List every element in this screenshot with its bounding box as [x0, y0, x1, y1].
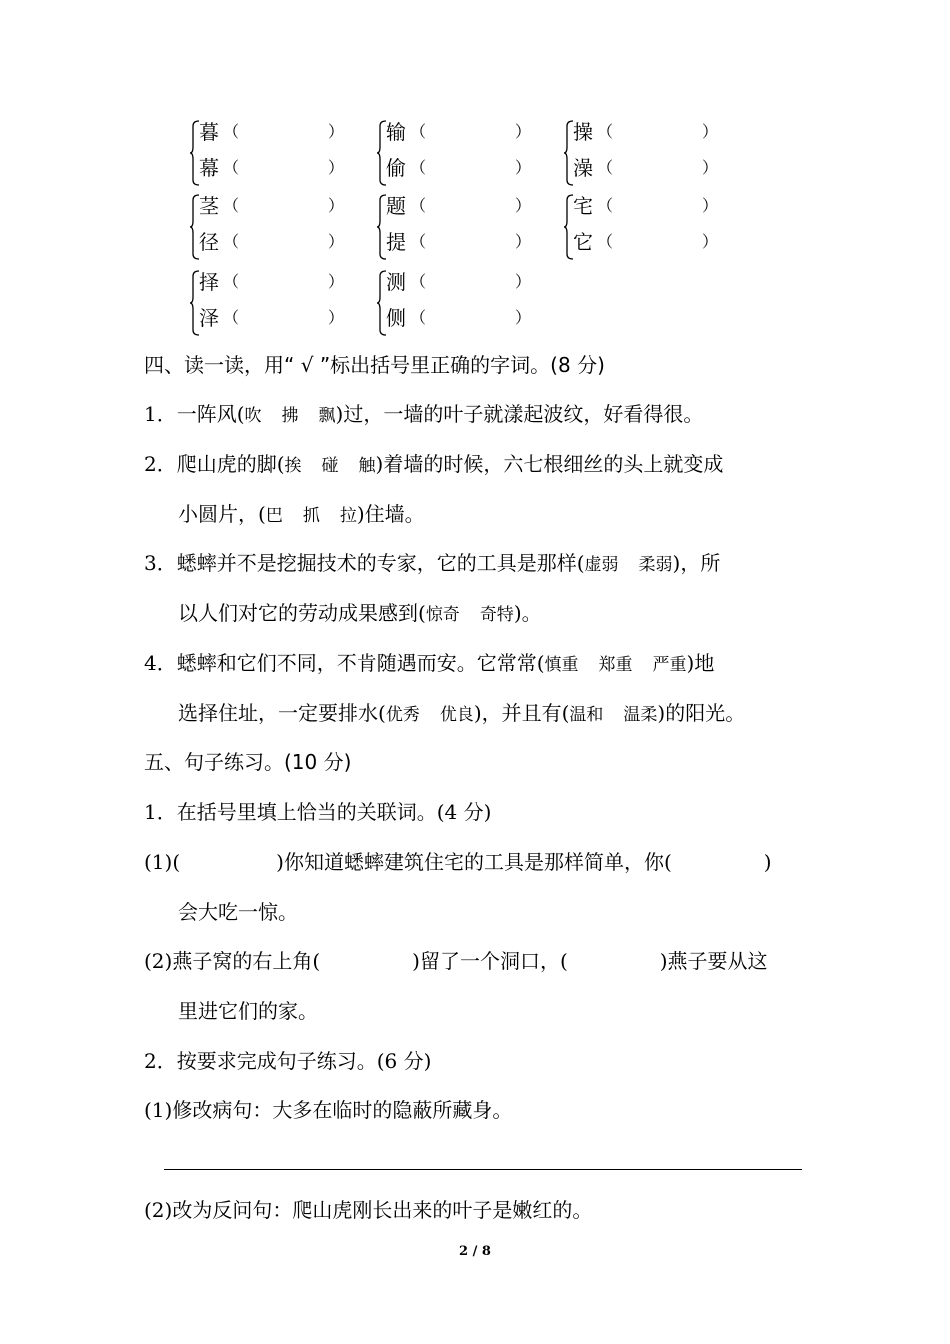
question-4-2-line2: 小圆片，(巴 抓 拉)住墙。: [178, 502, 425, 526]
paren-close: ）: [328, 232, 345, 251]
pinyin-blank[interactable]: [240, 158, 330, 180]
option[interactable]: 温和: [569, 705, 604, 725]
option[interactable]: 拂: [281, 406, 299, 426]
char-top: 操: [573, 120, 593, 144]
question-4-4: 4．蟋蟀和它们不同，不肯随遇而安。它常常(慎重 郑重 严重)地: [144, 651, 715, 675]
option[interactable]: 挨: [284, 456, 302, 476]
exercise-5-1-2-line2: 里进它们的家。: [178, 999, 318, 1023]
option[interactable]: 奇特: [479, 605, 514, 625]
pinyin-blank[interactable]: [240, 196, 330, 218]
paren-close: ）: [515, 308, 532, 327]
option[interactable]: 飘: [318, 406, 336, 426]
char-bottom: 提: [386, 230, 406, 254]
char-bottom: 澡: [573, 156, 593, 180]
exercise-5-2-1: (1)修改病句：大多在临时的隐蔽所藏身。: [144, 1098, 513, 1122]
pinyin-blank[interactable]: [427, 272, 517, 294]
char-pair: [377, 194, 547, 258]
paren-open: （: [223, 196, 240, 215]
char-bottom: 它: [573, 230, 593, 254]
paren-close: ）: [702, 196, 719, 215]
pinyin-blank[interactable]: [427, 158, 517, 180]
char-bottom: 侧: [386, 306, 406, 330]
option[interactable]: 碰: [321, 456, 339, 476]
exercise-5-1-2: (2)燕子窝的右上角( )留了一个洞口，( )燕子要从这: [144, 949, 768, 973]
paren-close: ）: [515, 272, 532, 291]
pinyin-blank[interactable]: [427, 232, 517, 254]
pinyin-blank[interactable]: [614, 232, 704, 254]
char-pair: [190, 194, 360, 258]
paren-close: ）: [515, 122, 532, 141]
paren-close: ）: [328, 158, 345, 177]
char-bottom: 偷: [386, 156, 406, 180]
exercise-5-1-1: (1)( )你知道蟋蟀建筑住宅的工具是那样简单，你( ): [144, 850, 772, 874]
answer-line[interactable]: [164, 1169, 802, 1170]
option[interactable]: 惊奇: [425, 605, 460, 625]
option[interactable]: 优良: [439, 705, 474, 725]
exercise-5-1: 1．在括号里填上恰当的关联词。(4 分): [144, 800, 492, 824]
pinyin-blank[interactable]: [614, 122, 704, 144]
char-pair: [190, 120, 360, 184]
pinyin-blank[interactable]: [614, 158, 704, 180]
paren-close: ）: [328, 272, 345, 291]
exercise-5-1-1-line2: 会大吃一惊。: [178, 900, 298, 924]
exercise-5-2: 2．按要求完成句子练习。(6 分): [144, 1049, 432, 1073]
paren-open: （: [223, 158, 240, 177]
char-top: 输: [386, 120, 406, 144]
paren-close: ）: [702, 122, 719, 141]
pinyin-blank[interactable]: [427, 122, 517, 144]
paren-close: ）: [328, 122, 345, 141]
char-pair: [564, 194, 734, 258]
char-bottom: 泽: [199, 306, 219, 330]
option[interactable]: 吹: [244, 406, 262, 426]
char-top: 暮: [199, 120, 219, 144]
paren-open: （: [410, 122, 427, 141]
paren-open: （: [410, 232, 427, 251]
section5-heading: 五、句子练习。(10 分): [144, 750, 352, 774]
char-pair: [564, 120, 734, 184]
option[interactable]: 慎重: [544, 655, 579, 675]
char-pair: [190, 270, 360, 334]
pinyin-blank[interactable]: [240, 272, 330, 294]
exercise-5-2-2: (2)改为反问句：爬山虎刚长出来的叶子是嫩红的。: [144, 1198, 593, 1222]
char-bottom: 幕: [199, 156, 219, 180]
page-number: 2 / 8: [459, 1244, 491, 1259]
question-4-2: 2．爬山虎的脚(挨 碰 触)着墙的时候，六七根细丝的头上就变成: [144, 452, 724, 476]
paren-close: ）: [515, 196, 532, 215]
paren-open: （: [223, 232, 240, 251]
paren-open: （: [597, 196, 614, 215]
paren-close: ）: [515, 232, 532, 251]
paren-close: ）: [328, 196, 345, 215]
option[interactable]: 严重: [652, 655, 687, 675]
pinyin-blank[interactable]: [427, 308, 517, 330]
char-bottom: 径: [199, 230, 219, 254]
option[interactable]: 温柔: [623, 705, 658, 725]
paren-open: （: [223, 272, 240, 291]
question-4-3: 3．蟋蟀并不是挖掘技术的专家，它的工具是那样(虚弱 柔弱)，所: [144, 551, 721, 575]
pinyin-blank[interactable]: [614, 196, 704, 218]
paren-close: ）: [702, 232, 719, 251]
question-4-4-line2: 选择住址，一定要排水(优秀 优良)，并且有(温和 温柔)的阳光。: [178, 701, 746, 725]
option[interactable]: 巴: [265, 506, 283, 526]
paren-open: （: [410, 272, 427, 291]
section4-heading: 四、读一读，用“ √ ”标出括号里正确的字词。(8 分): [144, 353, 605, 377]
paren-open: （: [223, 308, 240, 327]
paren-open: （: [410, 196, 427, 215]
option[interactable]: 抓: [302, 506, 320, 526]
char-top: 测: [386, 270, 406, 294]
char-top: 茎: [199, 194, 219, 218]
paren-close: ）: [702, 158, 719, 177]
question-4-1: 1．一阵风(吹 拂 飘)过，一墙的叶子就漾起波纹，好看得很。: [144, 402, 704, 426]
option[interactable]: 拉: [339, 506, 357, 526]
option[interactable]: 虚弱: [584, 555, 619, 575]
char-top: 择: [199, 270, 219, 294]
paren-open: （: [410, 308, 427, 327]
paren-open: （: [597, 158, 614, 177]
option[interactable]: 优秀: [385, 705, 420, 725]
option[interactable]: 郑重: [598, 655, 633, 675]
pinyin-blank[interactable]: [240, 122, 330, 144]
pinyin-blank[interactable]: [240, 308, 330, 330]
char-pair: [377, 120, 547, 184]
option[interactable]: 柔弱: [638, 555, 673, 575]
paren-open: （: [597, 232, 614, 251]
paren-open: （: [597, 122, 614, 141]
paren-close: ）: [515, 158, 532, 177]
char-top: 宅: [573, 194, 593, 218]
char-pair: [377, 270, 547, 334]
question-4-3-line2: 以人们对它的劳动成果感到(惊奇 奇特)。: [178, 601, 542, 625]
option[interactable]: 触: [358, 456, 376, 476]
pinyin-blank[interactable]: [240, 232, 330, 254]
q-num: 1．: [144, 402, 177, 426]
pinyin-blank[interactable]: [427, 196, 517, 218]
paren-open: （: [410, 158, 427, 177]
paren-open: （: [223, 122, 240, 141]
char-top: 题: [386, 194, 406, 218]
paren-close: ）: [328, 308, 345, 327]
